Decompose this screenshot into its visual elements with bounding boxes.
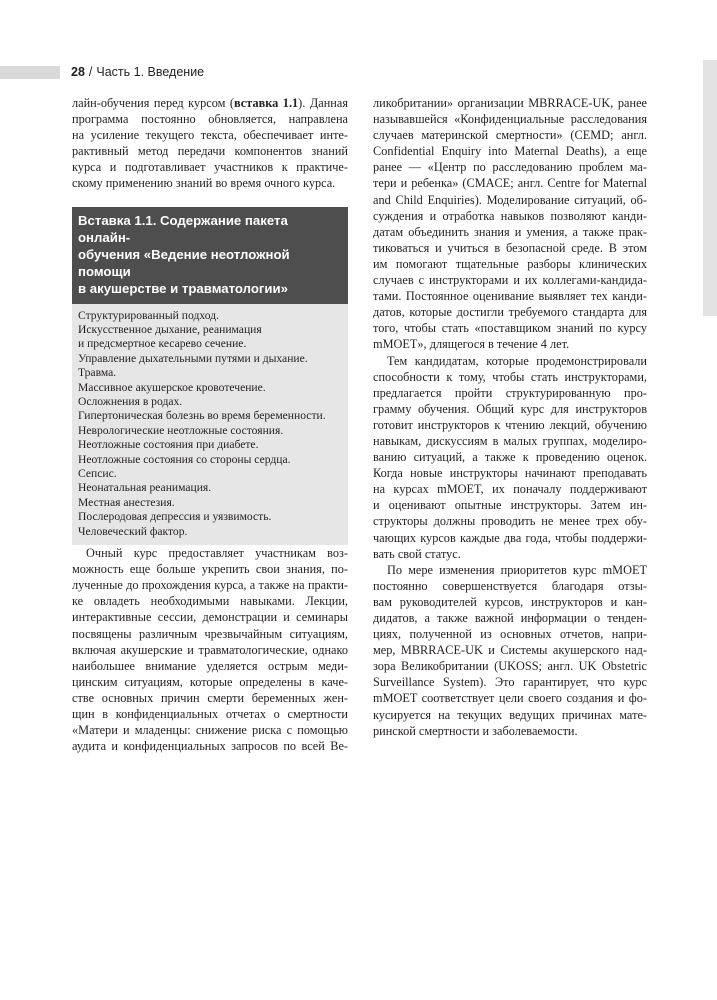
text-line: вам руководителей курсов, инструкторов и кан-	[373, 594, 647, 609]
inset-title: Вставка 1.1. Содержание пакета онлайн- обучения «Ведение неотложной помощи в акушерстве и травматологии»	[72, 207, 348, 304]
text-line: цинским ситуациям, которые определены в каче-	[72, 674, 348, 689]
text-line: способности к тому, чтобы стать инструкторами,	[373, 369, 647, 384]
text-line: готовит инструкторов к чтению лекций, обучению	[373, 417, 647, 432]
text-line: тери и ребенка» (CMACE; англ. Centre for Maternal	[373, 176, 647, 191]
text-line: лайн-обучения перед курсом (вставка 1.1). Данная	[72, 96, 348, 110]
text-line: суждения и отработка навыков позволяют канди-	[373, 208, 647, 223]
text-line: рактивный метод передачи компонентов знаний	[72, 144, 348, 159]
body-paragraph	[373, 95, 647, 353]
text-line: включая акушерские и травматологические, однако	[72, 642, 348, 657]
text-line: циях, полученной из основных отчетов, напри-	[373, 627, 647, 642]
inset-item: Неонатальная реанимация.	[78, 481, 212, 495]
text-line: чающих курсов каждые два года, чтобы поддержи-	[373, 530, 647, 545]
right-thumb-tab	[703, 60, 717, 316]
left-margin-bar	[0, 66, 60, 79]
inset-list	[72, 304, 348, 546]
inset-item: и предсмертное кесарево сечение.	[78, 337, 247, 351]
text-line: mMOET соответствует цели своего создания и фо-	[373, 691, 647, 706]
text-line: можность еще больше укрепить свои знания, по-	[72, 562, 348, 577]
body-paragraph	[373, 353, 647, 562]
text-line: предлагается пройти структурированную про-	[373, 385, 647, 400]
intro-paragraph	[72, 95, 348, 192]
text-line: случаев с инструкторами и их коллегами-кандида-	[373, 273, 647, 288]
inset-box	[72, 207, 348, 546]
inset-item: Искусственное дыхание, реанимация	[78, 322, 262, 336]
text-line: тами. Постоянное оценивание выявляет тех канди-	[373, 289, 647, 304]
text-line: лученные до прохождения курса, а также на практи-	[72, 578, 348, 593]
text-line: им помогают тщательные разборы клинических	[373, 256, 647, 271]
text-line: Когда новые инструкторы начинают преподавать	[373, 466, 647, 481]
text-line: постоянно совершенствуется благодаря отзы-	[373, 578, 647, 593]
running-head	[71, 63, 204, 81]
text-line: грамму обучения. Общий курс для инструкторов	[373, 401, 647, 416]
text-line: стве основных причин смерти беременных жен-	[72, 690, 348, 705]
inset-item: Гипертоническая болезнь во время беременности.	[78, 409, 326, 423]
inset-item: Неотложные состояния при диабете.	[78, 438, 259, 452]
inset-item: Осложнения в родах.	[78, 395, 183, 408]
text-line: того, чтобы стать «поставщиком знаний по курсу	[373, 321, 647, 336]
running-head-separator: /	[88, 65, 93, 79]
text-line: и оценивают опытные инструкторы. Затем ин-	[373, 498, 647, 513]
inset-item: Управление дыхательными путями и дыхание.	[78, 351, 308, 365]
inset-item: Массивное акушерское кровотечение.	[78, 380, 266, 394]
text-line: наибольшее внимание уделяется острым меди-	[72, 658, 348, 673]
text-line: «Матери и младенцы: снижение риска с помощью	[72, 723, 348, 738]
text-line: курса и подготавливает участников к практиче-	[72, 160, 348, 175]
text-line: щин в конфиденциальных отчетах о смертности	[72, 707, 348, 721]
inset-item: Местная анестезия.	[78, 495, 175, 509]
text-line: датов, которые достигли требуемого стандарта для	[373, 305, 647, 320]
right-column	[373, 95, 647, 739]
text-line: ванию ситуаций, а также к проведению оценок.	[373, 450, 647, 465]
text-line: мер, MBRRACE-UK и Системы акушерского над-	[373, 643, 647, 658]
text-line: тиковаться и учиться в безопасной среде. В этом	[373, 240, 647, 255]
text-line: посвящены различным чрезвычайным ситуациям,	[72, 626, 348, 641]
inset-item: Послеродовая депрессия и уязвимость.	[78, 510, 272, 524]
text-line: на курсах mMOET, их поначалу поддерживают	[373, 482, 647, 497]
inset-item: Неотложные состояния со стороны сердца.	[78, 452, 291, 466]
section-title: Часть 1. Введение	[96, 65, 205, 79]
text-line: Surveillance System). Это гарантирует, что курс	[373, 675, 647, 690]
text-line: навыкам, дискуссиям в малых группах, моделиро-	[373, 433, 647, 448]
inset-item: Травма.	[78, 366, 117, 380]
text-line: Очный курс предоставляет участникам воз-	[86, 546, 348, 561]
text-line: программа постоянно обновляется, направлена	[72, 112, 348, 127]
text-line: ринской смертности и заболеваемости.	[373, 723, 578, 738]
text-line: ликобритании» организации MBRRACE-UK, ранее	[373, 96, 647, 110]
text-line: интерактивные сессии, демонстрации и семинары	[72, 610, 348, 625]
text-line: вать свой статус.	[373, 546, 461, 561]
text-line: Confidential Enquiry into Maternal Deaths), а еще	[373, 144, 647, 159]
text-line: ранее — «Центр по расследованию проблем ма-	[373, 160, 647, 175]
inset-reference: вставка 1.1	[234, 96, 299, 110]
left-column	[72, 95, 348, 754]
text-line: Тем кандидатам, которые продемонстрировали	[387, 353, 647, 368]
text-line: По мере изменения приоритетов курс mMOET	[387, 562, 647, 577]
text-line: скому применению знаний во время очного курса.	[72, 176, 336, 191]
text-line: and Child Enquiries). Моделирование ситуаций, об-	[373, 192, 647, 207]
page-number: 28	[71, 65, 85, 79]
text-line: mMOET», длящегося в течение 4 лет.	[373, 337, 570, 352]
inset-item: Человеческий фактор.	[78, 524, 188, 538]
inset-item: Структурированный подход.	[78, 308, 219, 322]
text-line: зора Великобритании (UKOSS; англ. UK Obstetric	[373, 659, 647, 674]
inset-item: Неврологические неотложные состояния.	[78, 423, 284, 437]
text-line: аудита и конфиденциальных запросов по всей Ве-	[72, 739, 348, 754]
text-line: кусируется на текущих ведущих причинах мате-	[373, 707, 647, 722]
text-line: называвшейся «Конфиденциальные расследования	[373, 112, 647, 127]
body-paragraph	[72, 545, 348, 754]
body-paragraph	[373, 562, 647, 739]
text-line: датам объединить знания и умения, а также прак-	[373, 224, 647, 239]
text-line: на усиление текущего текста, обеспечивает инте-	[72, 128, 348, 143]
text-line: ке овладеть необходимыми навыками. Лекции,	[72, 594, 348, 609]
inset-item: Сепсис.	[78, 467, 117, 481]
text-line: структоры должны проводить не менее трех обу-	[373, 514, 647, 529]
text-line: дидатов, а также важной информации о тенден-	[373, 611, 647, 625]
text-line: случаев материнской смертности» (CEMD; англ.	[373, 128, 647, 143]
